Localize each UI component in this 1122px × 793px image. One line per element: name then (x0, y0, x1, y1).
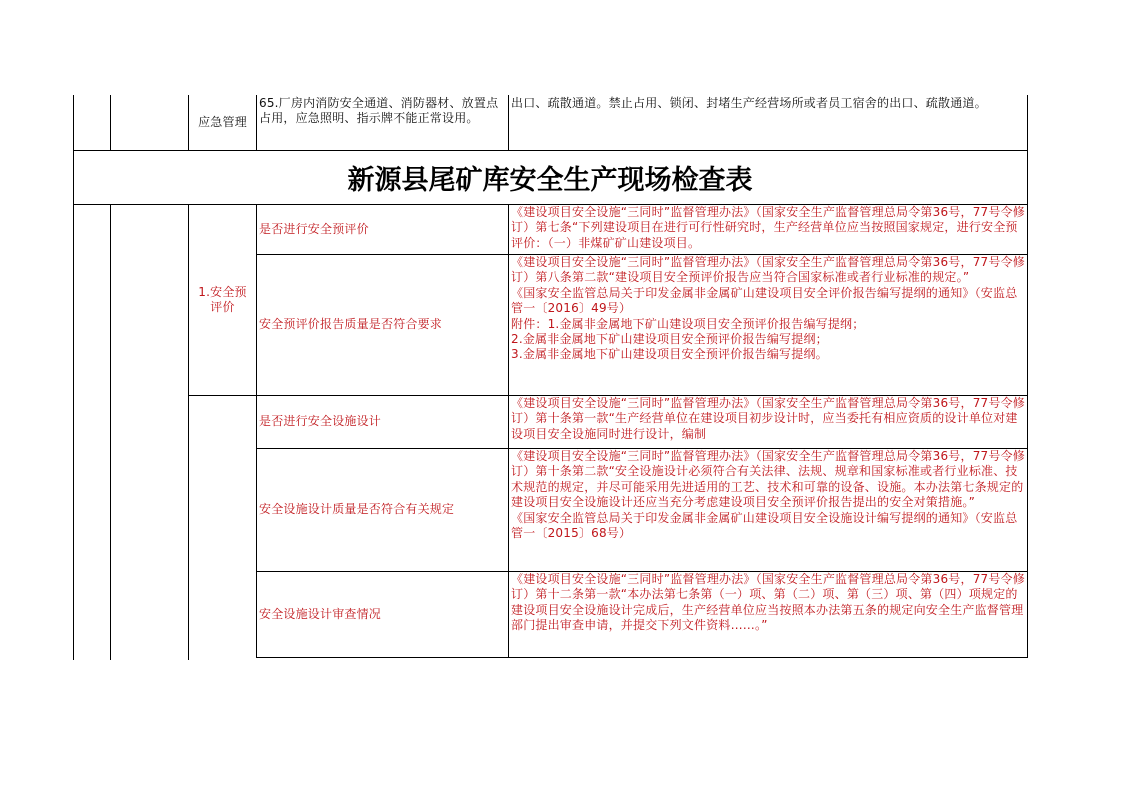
basis-paragraph: 《建设项目安全设施“三同时”监督管理办法》（国家安全生产监督管理总局令第36号，77号令修订）第十条第一款“生产经营单位在建设项目初步设计时，应当委托有相应资质的设计单位对建设项目安全设施同时进行设计，编制 (511, 396, 1025, 441)
grid-line (110, 204, 111, 660)
basis-paragraph: 2.金属非金属地下矿山建设项目安全预评价报告编写提纲； (511, 332, 828, 347)
check-item-cell (259, 205, 507, 254)
category-label: 应急管理 (198, 115, 247, 130)
check-item-text: 安全设施设计质量是否符合有关规定 (259, 502, 455, 517)
grid-line (1027, 95, 1028, 150)
check-item-text: 是否进行安全设施设计 (259, 414, 382, 429)
grid-line (1027, 204, 1028, 658)
section-label-cell (189, 205, 256, 395)
grid-line (508, 204, 509, 658)
grid-line (508, 95, 509, 150)
basis-cell (511, 205, 1025, 254)
check-item-text: 安全设施设计审查情况 (259, 606, 382, 621)
basis-cell (511, 396, 1025, 448)
basis-paragraph: 《建设项目安全设施“三同时”监督管理办法》（国家安全生产监督管理总局令第36号，77号令修订）第十条第二款“安全设施设计必须符合有关法律、法规、规章和国家标准或者行业标准、技术规范的规定，并尽可能采用先进适用的工艺、技术和可靠的设备、设施。本办法第七条规定的建设项目安全设施设计还应当充分考虑建设项目安全预评价报告提出的安全对策措施。” (511, 449, 1025, 510)
grid-line (110, 95, 111, 150)
basis-paragraph: 《建设项目安全设施“三同时”监督管理办法》（国家安全生产监督管理总局令第36号，77号令修订）第十二条第一款“本办法第七条第（一）项、第（二）项、第（三）项、第（四）项规定的建设项目安全设施设计完成后，生产经营单位应当按照本办法第五条的规定向安全生产监督管理部门提出审查申请，并提交下列文件资料……。” (511, 572, 1025, 633)
basis-paragraph: 3.金属非金属地下矿山建设项目安全预评价报告编写提纲。 (511, 347, 828, 362)
grid-line (73, 95, 74, 150)
basis-text: 出口、疏散通道。禁止占用、锁闭、封堵生产经营场所或者员工宿舍的出口、疏散通道。 (511, 96, 987, 110)
check-item-text: 安全预评价报告质量是否符合要求 (259, 317, 443, 332)
grid-line (256, 95, 257, 150)
basis-paragraph: 附件：1.金属非金属地下矿山建设项目安全预评价报告编写提纲； (511, 316, 865, 331)
grid-line (256, 657, 1028, 658)
check-item-text: 65.厂房内消防安全通道、消防器材、放置点占用，应急照明、指示牌不能正常设用。 (259, 96, 499, 126)
basis-cell (511, 449, 1025, 571)
page-title: 新源县尾矿库安全生产现场检查表 (347, 164, 753, 196)
category-cell (189, 96, 256, 150)
check-item-cell (259, 449, 507, 571)
check-item-cell (259, 96, 507, 150)
basis-paragraph: 《建设项目安全设施“三同时”监督管理办法》（国家安全生产监督管理总局令第36号，77号令修订）第七条“下列建设项目在进行可行性研究时，生产经营单位应当按照国家规定，进行安全预评价：（一）非煤矿矿山建设项目。 (511, 205, 1025, 250)
section-label: 1.安全预评价 (198, 284, 247, 314)
basis-cell (511, 572, 1025, 657)
grid-line (1027, 150, 1028, 204)
grid-line (73, 204, 74, 660)
basis-paragraph: 《国家安全监管总局关于印发金属非金属矿山建设项目安全设施设计编写提纲的通知》（安监总管一〔2015〕68号） (511, 510, 1018, 541)
basis-cell (511, 96, 1025, 150)
basis-paragraph: 《建设项目安全设施“三同时”监督管理办法》（国家安全生产监督管理总局令第36号，77号令修订）第八条第二款“建设项目安全预评价报告应当符合国家标准或者行业标准的规定。” (511, 255, 1025, 285)
check-item-text: 是否进行安全预评价 (259, 221, 369, 236)
check-item-cell (259, 255, 507, 395)
basis-paragraph: 《国家安全监管总局关于印发金属非金属矿山建设项目安全评价报告编写提纲的通知》（安监总管一〔2016〕49号） (511, 285, 1018, 316)
grid-line (256, 204, 257, 658)
basis-cell (511, 255, 1025, 395)
check-item-cell (259, 396, 507, 448)
check-item-cell (259, 572, 507, 657)
